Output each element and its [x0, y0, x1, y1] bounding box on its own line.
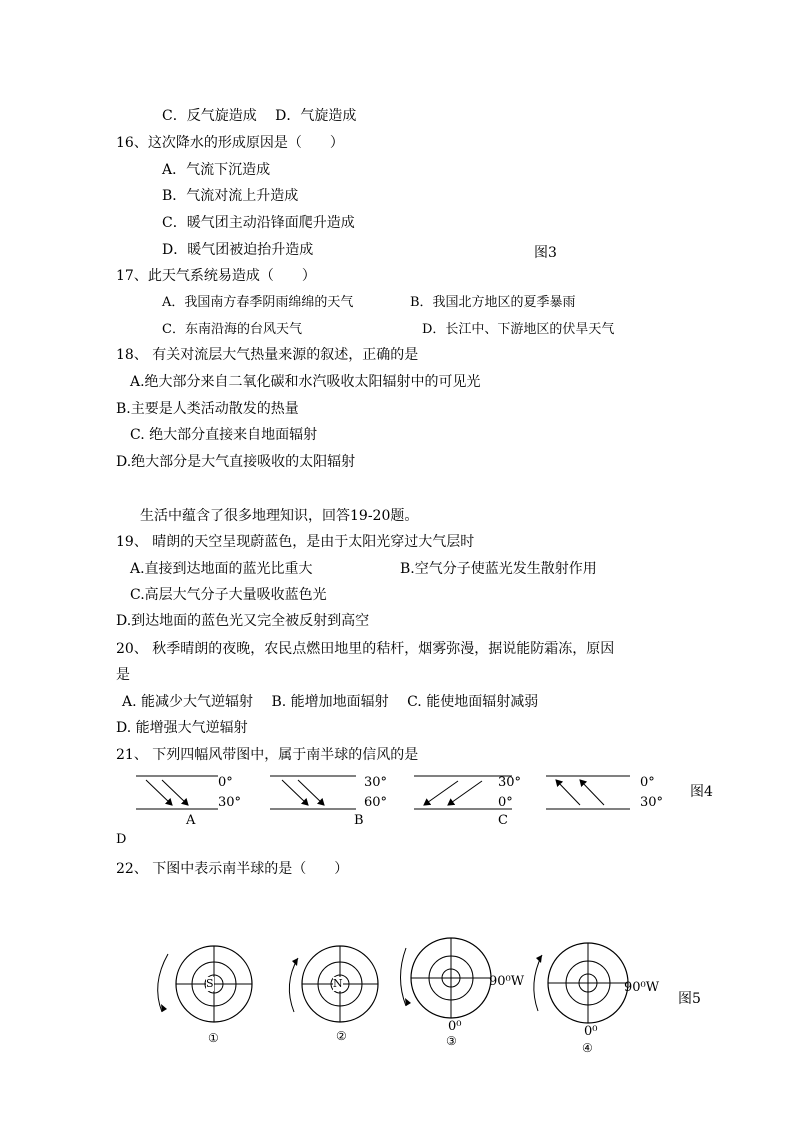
rotation-arrow-clockwise — [534, 955, 542, 1011]
figure-5-label: 图5 — [678, 991, 701, 1007]
panel-c-top-label: 30° — [498, 775, 522, 790]
wind-arrow — [162, 780, 188, 805]
q16-option-a: A．气流下沉造成 — [162, 162, 271, 178]
q18-option-a: A.绝大部分来自二氧化碳和水汽吸收太阳辐射中的可见光 — [130, 374, 481, 390]
longitude-label-0: 0⁰ — [448, 1019, 462, 1034]
figure-3-label: 图3 — [534, 245, 557, 261]
q16-option-b: B．气流对流上升造成 — [162, 188, 299, 204]
q19-option-b: B.空气分子使蓝光发生散射作用 — [400, 561, 597, 577]
q19-option-d: D.到达地面的蓝色光又完全被反射到高空 — [116, 613, 370, 629]
panel-d-letter: D — [116, 832, 127, 847]
panel-a-top-label: 0° — [218, 775, 233, 790]
q17-stem: 17、此天气系统易造成（ ） — [116, 268, 316, 284]
panel-b-letter: B — [354, 813, 364, 828]
q18-stem: 18、 有关对流层大气热量来源的叙述，正确的是 — [116, 347, 419, 363]
arrowhead — [161, 1004, 167, 1012]
longitude-label-90w: 90⁰W — [489, 974, 525, 989]
figure-4-label: 图4 — [690, 784, 713, 800]
longitude-label-0: 0⁰ — [584, 1024, 598, 1039]
panel-b-top-label: 30° — [364, 775, 388, 790]
q18-option-b: B.主要是人类活动散发的热量 — [116, 401, 299, 417]
rotation-arrow-clockwise — [289, 958, 298, 1012]
panel-d-top-label: 0° — [640, 775, 655, 790]
diagram-2-number: ② — [336, 1029, 347, 1043]
q16-option-d: D．暖气团被迫抬升造成 — [162, 242, 314, 258]
q19-stem: 19、 晴朗的天空呈现蔚蓝色，是由于太阳光穿过大气层时 — [116, 534, 475, 550]
panel-c-letter: C — [498, 813, 508, 828]
q16-option-c: C．暖气团主动沿锋面爬升造成 — [162, 215, 355, 231]
panel-a-bottom-label: 30° — [218, 795, 242, 810]
pole-label-s: S — [206, 977, 214, 990]
polar-view-diagram-2 — [282, 950, 392, 1035]
panel-c-bottom-label: 0° — [498, 795, 513, 810]
diagram-4-number: ④ — [582, 1041, 593, 1055]
intro-19-20: 生活中蕴含了很多地理知识，回答19-20题。 — [140, 508, 419, 524]
polar-view-diagram-1 — [150, 950, 260, 1035]
q21-stem: 21、 下列四幅风带图中，属于南半球的信风的是 — [116, 747, 419, 763]
q17-option-a: A．我国南方春季阴雨绵绵的天气 — [162, 295, 354, 310]
longitude-label-90w: 90⁰W — [624, 980, 660, 995]
q16-stem: 16、这次降水的形成原因是（ ） — [116, 135, 344, 151]
wind-arrow — [298, 780, 324, 805]
q18-option-c: C. 绝大部分直接来自地面辐射 — [130, 427, 318, 443]
q18-option-d: D.绝大部分是大气直接吸收的太阳辐射 — [116, 454, 356, 470]
wind-arrow — [556, 780, 580, 805]
diagram-1-number: ① — [208, 1031, 219, 1045]
q20-option-d: D. 能增强大气逆辐射 — [116, 720, 248, 736]
wind-arrow — [580, 780, 604, 805]
q20-stem-line2: 是 — [116, 667, 130, 683]
q22-stem: 22、 下图中表示南半球的是（ ） — [116, 861, 349, 877]
q15-options-cd: C．反气旋造成 D．气旋造成 — [162, 108, 357, 124]
arrowhead — [405, 998, 411, 1006]
panel-a-letter: A — [186, 813, 196, 828]
q17-option-c: C．东南沿海的台风天气 — [162, 322, 302, 337]
panel-d-bottom-label: 30° — [640, 795, 664, 810]
wind-arrow — [146, 780, 172, 805]
q19-option-a: A.直接到达地面的蓝光比重大 — [130, 561, 313, 577]
q20-options-abc: A. 能减少大气逆辐射 B. 能增加地面辐射 C. 能使地面辐射减弱 — [122, 694, 539, 710]
q17-option-d: D．长江中、下游地区的伏旱天气 — [422, 322, 615, 337]
q17-option-b: B．我国北方地区的夏季暴雨 — [410, 295, 576, 310]
diagram-3-number: ③ — [446, 1034, 457, 1048]
pole-label-n: N — [333, 977, 343, 990]
rotation-arrow-counterclockwise — [158, 954, 168, 1012]
wind-arrow — [282, 780, 308, 805]
rotation-arrow-counterclockwise — [401, 948, 407, 1006]
panel-b-bottom-label: 60° — [364, 795, 388, 810]
q19-option-c: C.高层大气分子大量吸收蓝色光 — [130, 587, 327, 603]
q20-stem-line1: 20、 秋季晴朗的夜晚，农民点燃田地里的秸杆，烟雾弥漫，据说能防霜冻，原因 — [116, 641, 615, 657]
